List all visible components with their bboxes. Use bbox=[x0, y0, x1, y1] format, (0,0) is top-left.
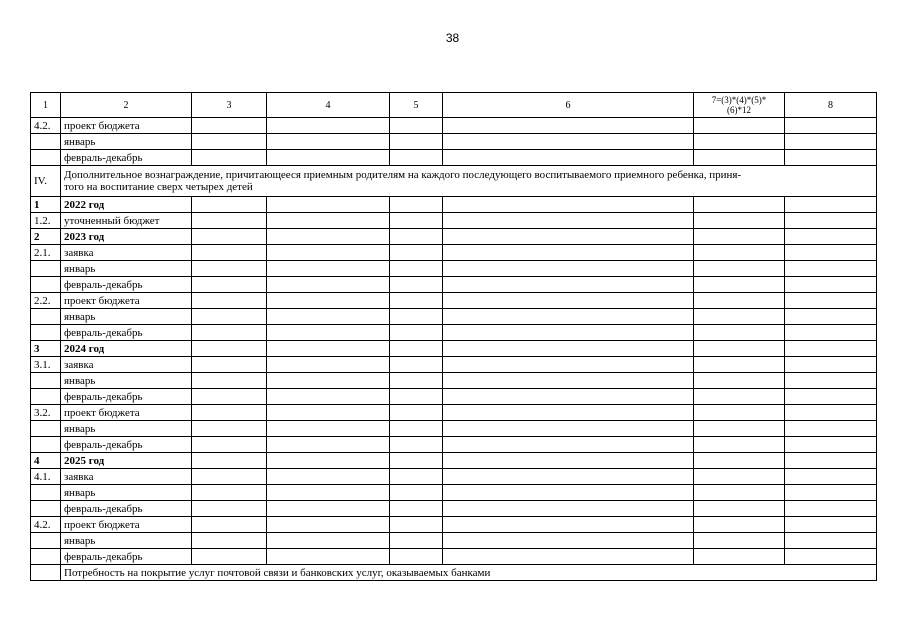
header-cell-1: 1 bbox=[31, 93, 61, 118]
row-label-cell: февраль-декабрь bbox=[61, 150, 192, 166]
value-cell-col-7 bbox=[694, 118, 785, 134]
table-row bbox=[31, 197, 877, 213]
row-number-cell: 1.2. bbox=[31, 213, 61, 229]
row-label-cell: февраль-декабрь bbox=[61, 389, 192, 405]
row-number-cell: 2 bbox=[31, 229, 61, 245]
row-number-cell bbox=[31, 421, 61, 437]
value-cell-col-3 bbox=[192, 469, 267, 485]
page-number: 38 bbox=[445, 31, 460, 45]
value-cell-col-8 bbox=[785, 549, 877, 565]
value-cell-col-3 bbox=[192, 453, 267, 469]
row-label-cell: февраль-декабрь bbox=[61, 325, 192, 341]
value-cell-col-3 bbox=[192, 437, 267, 453]
value-cell-col-4 bbox=[267, 501, 390, 517]
value-cell-col-5 bbox=[390, 341, 443, 357]
table-row bbox=[31, 229, 877, 245]
value-cell-col-8 bbox=[785, 453, 877, 469]
row-number-cell: 2.2. bbox=[31, 293, 61, 309]
value-cell-col-7 bbox=[694, 197, 785, 213]
value-cell-col-7 bbox=[694, 421, 785, 437]
value-cell-col-4 bbox=[267, 437, 390, 453]
value-cell-col-6 bbox=[443, 293, 694, 309]
value-cell-col-7 bbox=[694, 453, 785, 469]
value-cell-col-6 bbox=[443, 341, 694, 357]
value-cell-col-8 bbox=[785, 357, 877, 373]
row-number-cell bbox=[31, 501, 61, 517]
table-row bbox=[31, 549, 877, 565]
value-cell-col-4 bbox=[267, 533, 390, 549]
header-cell-4: 4 bbox=[267, 93, 390, 118]
value-cell-col-8 bbox=[785, 533, 877, 549]
value-cell-col-5 bbox=[390, 357, 443, 373]
value-cell-col-3 bbox=[192, 213, 267, 229]
row-number-cell: 4.1. bbox=[31, 469, 61, 485]
header-cell-5: 5 bbox=[390, 93, 443, 118]
value-cell-col-6 bbox=[443, 517, 694, 533]
value-cell-col-7 bbox=[694, 309, 785, 325]
value-cell-col-3 bbox=[192, 277, 267, 293]
value-cell-col-8 bbox=[785, 501, 877, 517]
value-cell-col-4 bbox=[267, 245, 390, 261]
value-cell-col-6 bbox=[443, 485, 694, 501]
value-cell-col-8 bbox=[785, 293, 877, 309]
value-cell-col-4 bbox=[267, 373, 390, 389]
value-cell-col-6 bbox=[443, 501, 694, 517]
value-cell-col-7 bbox=[694, 341, 785, 357]
header-cell-6: 6 bbox=[443, 93, 694, 118]
value-cell-col-4 bbox=[267, 325, 390, 341]
value-cell-col-3 bbox=[192, 549, 267, 565]
value-cell-col-4 bbox=[267, 197, 390, 213]
value-cell-col-5 bbox=[390, 245, 443, 261]
section-description-cell: Дополнительное вознаграждение, причитающееся приемным родителям на каждого последующего воспитываемого приемного ребенка, приня- того на воспитание сверх четырех детей bbox=[61, 166, 877, 197]
table-row bbox=[31, 517, 877, 533]
value-cell-col-5 bbox=[390, 517, 443, 533]
value-cell-col-3 bbox=[192, 261, 267, 277]
row-label-cell: январь bbox=[61, 134, 192, 150]
value-cell-col-7 bbox=[694, 501, 785, 517]
row-number-cell bbox=[31, 373, 61, 389]
value-cell-col-6 bbox=[443, 469, 694, 485]
row-label-cell: заявка bbox=[61, 245, 192, 261]
header-row bbox=[31, 93, 877, 118]
table-row bbox=[31, 533, 877, 549]
value-cell-col-8 bbox=[785, 150, 877, 166]
value-cell-col-8 bbox=[785, 118, 877, 134]
value-cell-col-3 bbox=[192, 118, 267, 134]
table-row bbox=[31, 405, 877, 421]
table-row bbox=[31, 309, 877, 325]
value-cell-col-7 bbox=[694, 437, 785, 453]
table-row bbox=[31, 357, 877, 373]
value-cell-col-7 bbox=[694, 405, 785, 421]
row-label-cell: январь bbox=[61, 421, 192, 437]
value-cell-col-6 bbox=[443, 405, 694, 421]
value-cell-col-5 bbox=[390, 150, 443, 166]
value-cell-col-3 bbox=[192, 245, 267, 261]
value-cell-col-8 bbox=[785, 245, 877, 261]
table-row bbox=[31, 341, 877, 357]
header-cell-3: 3 bbox=[192, 93, 267, 118]
row-label-cell: февраль-декабрь bbox=[61, 501, 192, 517]
row-number-cell: 3 bbox=[31, 341, 61, 357]
row-number-cell bbox=[31, 150, 61, 166]
header-cell-7-formula: 7=(3)*(4)*(5)* (6)*12 bbox=[694, 93, 785, 118]
table-row bbox=[31, 166, 877, 197]
row-label-cell: февраль-декабрь bbox=[61, 277, 192, 293]
value-cell-col-5 bbox=[390, 421, 443, 437]
value-cell-col-5 bbox=[390, 277, 443, 293]
row-number-cell bbox=[31, 277, 61, 293]
value-cell-col-4 bbox=[267, 453, 390, 469]
table-row bbox=[31, 437, 877, 453]
table-row bbox=[31, 150, 877, 166]
row-number-cell bbox=[31, 485, 61, 501]
table-row bbox=[31, 501, 877, 517]
row-label-cell: январь bbox=[61, 485, 192, 501]
value-cell-col-6 bbox=[443, 453, 694, 469]
value-cell-col-6 bbox=[443, 373, 694, 389]
row-number-cell bbox=[31, 565, 61, 581]
value-cell-col-8 bbox=[785, 373, 877, 389]
value-cell-col-4 bbox=[267, 309, 390, 325]
value-cell-col-4 bbox=[267, 389, 390, 405]
value-cell-col-3 bbox=[192, 421, 267, 437]
value-cell-col-3 bbox=[192, 293, 267, 309]
table-row bbox=[31, 277, 877, 293]
value-cell-col-6 bbox=[443, 533, 694, 549]
value-cell-col-4 bbox=[267, 469, 390, 485]
value-cell-col-6 bbox=[443, 549, 694, 565]
value-cell-col-5 bbox=[390, 134, 443, 150]
value-cell-col-4 bbox=[267, 341, 390, 357]
table-row bbox=[31, 118, 877, 134]
value-cell-col-8 bbox=[785, 469, 877, 485]
value-cell-col-6 bbox=[443, 261, 694, 277]
row-label-cell: февраль-декабрь bbox=[61, 549, 192, 565]
value-cell-col-6 bbox=[443, 134, 694, 150]
table-row bbox=[31, 261, 877, 277]
value-cell-col-6 bbox=[443, 213, 694, 229]
value-cell-col-4 bbox=[267, 485, 390, 501]
budget-table bbox=[30, 92, 877, 581]
value-cell-col-4 bbox=[267, 261, 390, 277]
value-cell-col-5 bbox=[390, 437, 443, 453]
value-cell-col-5 bbox=[390, 405, 443, 421]
value-cell-col-8 bbox=[785, 134, 877, 150]
value-cell-col-5 bbox=[390, 325, 443, 341]
value-cell-col-8 bbox=[785, 229, 877, 245]
value-cell-col-4 bbox=[267, 357, 390, 373]
section-description-cell: Потребность на покрытие услуг почтовой связи и банковских услуг, оказываемых банками bbox=[61, 565, 877, 581]
header-cell-2: 2 bbox=[61, 93, 192, 118]
value-cell-col-6 bbox=[443, 277, 694, 293]
value-cell-col-3 bbox=[192, 405, 267, 421]
value-cell-col-5 bbox=[390, 469, 443, 485]
row-label-cell: 2025 год bbox=[61, 453, 192, 469]
value-cell-col-3 bbox=[192, 485, 267, 501]
value-cell-col-5 bbox=[390, 373, 443, 389]
row-number-cell: 4.2. bbox=[31, 517, 61, 533]
value-cell-col-8 bbox=[785, 213, 877, 229]
value-cell-col-7 bbox=[694, 485, 785, 501]
row-number-cell: 3.1. bbox=[31, 357, 61, 373]
value-cell-col-6 bbox=[443, 197, 694, 213]
value-cell-col-3 bbox=[192, 325, 267, 341]
value-cell-col-4 bbox=[267, 421, 390, 437]
value-cell-col-3 bbox=[192, 517, 267, 533]
value-cell-col-4 bbox=[267, 277, 390, 293]
row-number-cell bbox=[31, 437, 61, 453]
value-cell-col-5 bbox=[390, 453, 443, 469]
table-row bbox=[31, 245, 877, 261]
row-label-cell: заявка bbox=[61, 357, 192, 373]
row-number-cell bbox=[31, 389, 61, 405]
row-number-cell bbox=[31, 325, 61, 341]
value-cell-col-7 bbox=[694, 150, 785, 166]
value-cell-col-6 bbox=[443, 325, 694, 341]
value-cell-col-7 bbox=[694, 533, 785, 549]
value-cell-col-5 bbox=[390, 549, 443, 565]
value-cell-col-6 bbox=[443, 437, 694, 453]
row-number-cell: 1 bbox=[31, 197, 61, 213]
row-number-cell bbox=[31, 549, 61, 565]
value-cell-col-4 bbox=[267, 293, 390, 309]
value-cell-col-6 bbox=[443, 229, 694, 245]
value-cell-col-3 bbox=[192, 501, 267, 517]
value-cell-col-3 bbox=[192, 134, 267, 150]
value-cell-col-5 bbox=[390, 501, 443, 517]
value-cell-col-8 bbox=[785, 309, 877, 325]
value-cell-col-5 bbox=[390, 389, 443, 405]
table-row bbox=[31, 389, 877, 405]
value-cell-col-4 bbox=[267, 213, 390, 229]
value-cell-col-3 bbox=[192, 533, 267, 549]
row-label-cell: февраль-декабрь bbox=[61, 437, 192, 453]
value-cell-col-4 bbox=[267, 118, 390, 134]
value-cell-col-4 bbox=[267, 229, 390, 245]
value-cell-col-8 bbox=[785, 341, 877, 357]
value-cell-col-5 bbox=[390, 261, 443, 277]
row-label-cell: 2024 год bbox=[61, 341, 192, 357]
row-label-cell: уточненный бюджет bbox=[61, 213, 192, 229]
value-cell-col-3 bbox=[192, 357, 267, 373]
table-row bbox=[31, 421, 877, 437]
row-label-cell: проект бюджета bbox=[61, 405, 192, 421]
row-number-cell: 2.1. bbox=[31, 245, 61, 261]
value-cell-col-8 bbox=[785, 325, 877, 341]
value-cell-col-3 bbox=[192, 150, 267, 166]
value-cell-col-5 bbox=[390, 229, 443, 245]
value-cell-col-8 bbox=[785, 485, 877, 501]
row-number-cell: IV. bbox=[31, 166, 61, 197]
value-cell-col-5 bbox=[390, 213, 443, 229]
value-cell-col-7 bbox=[694, 229, 785, 245]
value-cell-col-5 bbox=[390, 309, 443, 325]
table-row bbox=[31, 485, 877, 501]
value-cell-col-6 bbox=[443, 118, 694, 134]
value-cell-col-6 bbox=[443, 309, 694, 325]
value-cell-col-8 bbox=[785, 197, 877, 213]
value-cell-col-7 bbox=[694, 213, 785, 229]
value-cell-col-3 bbox=[192, 197, 267, 213]
header-cell-8: 8 bbox=[785, 93, 877, 118]
value-cell-col-4 bbox=[267, 549, 390, 565]
row-label-cell: проект бюджета bbox=[61, 118, 192, 134]
row-number-cell: 4 bbox=[31, 453, 61, 469]
row-label-cell: заявка bbox=[61, 469, 192, 485]
value-cell-col-6 bbox=[443, 389, 694, 405]
value-cell-col-5 bbox=[390, 118, 443, 134]
table-row bbox=[31, 213, 877, 229]
value-cell-col-5 bbox=[390, 293, 443, 309]
value-cell-col-8 bbox=[785, 517, 877, 533]
value-cell-col-4 bbox=[267, 150, 390, 166]
row-number-cell bbox=[31, 533, 61, 549]
value-cell-col-3 bbox=[192, 309, 267, 325]
row-label-cell: 2022 год bbox=[61, 197, 192, 213]
value-cell-col-7 bbox=[694, 549, 785, 565]
table-row bbox=[31, 293, 877, 309]
row-label-cell: проект бюджета bbox=[61, 293, 192, 309]
table-row bbox=[31, 325, 877, 341]
row-number-cell: 3.2. bbox=[31, 405, 61, 421]
table-row bbox=[31, 469, 877, 485]
row-label-cell: проект бюджета bbox=[61, 517, 192, 533]
value-cell-col-8 bbox=[785, 277, 877, 293]
table-row bbox=[31, 373, 877, 389]
value-cell-col-8 bbox=[785, 437, 877, 453]
value-cell-col-7 bbox=[694, 469, 785, 485]
value-cell-col-6 bbox=[443, 150, 694, 166]
value-cell-col-3 bbox=[192, 389, 267, 405]
value-cell-col-7 bbox=[694, 357, 785, 373]
value-cell-col-4 bbox=[267, 134, 390, 150]
value-cell-col-6 bbox=[443, 357, 694, 373]
value-cell-col-7 bbox=[694, 277, 785, 293]
value-cell-col-6 bbox=[443, 245, 694, 261]
row-label-cell: январь bbox=[61, 309, 192, 325]
value-cell-col-5 bbox=[390, 485, 443, 501]
value-cell-col-7 bbox=[694, 293, 785, 309]
value-cell-col-7 bbox=[694, 517, 785, 533]
row-number-cell: 4.2. bbox=[31, 118, 61, 134]
row-label-cell: 2023 год bbox=[61, 229, 192, 245]
row-number-cell bbox=[31, 134, 61, 150]
value-cell-col-6 bbox=[443, 421, 694, 437]
value-cell-col-8 bbox=[785, 261, 877, 277]
value-cell-col-7 bbox=[694, 373, 785, 389]
value-cell-col-8 bbox=[785, 389, 877, 405]
value-cell-col-7 bbox=[694, 389, 785, 405]
table-row bbox=[31, 565, 877, 581]
value-cell-col-8 bbox=[785, 421, 877, 437]
value-cell-col-7 bbox=[694, 134, 785, 150]
value-cell-col-3 bbox=[192, 373, 267, 389]
row-number-cell bbox=[31, 261, 61, 277]
row-label-cell: январь bbox=[61, 261, 192, 277]
value-cell-col-7 bbox=[694, 245, 785, 261]
value-cell-col-5 bbox=[390, 533, 443, 549]
table-row bbox=[31, 134, 877, 150]
value-cell-col-3 bbox=[192, 229, 267, 245]
row-label-cell: январь bbox=[61, 373, 192, 389]
table-body bbox=[31, 93, 877, 581]
value-cell-col-7 bbox=[694, 261, 785, 277]
table-row bbox=[31, 453, 877, 469]
value-cell-col-4 bbox=[267, 517, 390, 533]
value-cell-col-4 bbox=[267, 405, 390, 421]
value-cell-col-5 bbox=[390, 197, 443, 213]
value-cell-col-7 bbox=[694, 325, 785, 341]
value-cell-col-8 bbox=[785, 405, 877, 421]
row-number-cell bbox=[31, 309, 61, 325]
value-cell-col-3 bbox=[192, 341, 267, 357]
row-label-cell: январь bbox=[61, 533, 192, 549]
